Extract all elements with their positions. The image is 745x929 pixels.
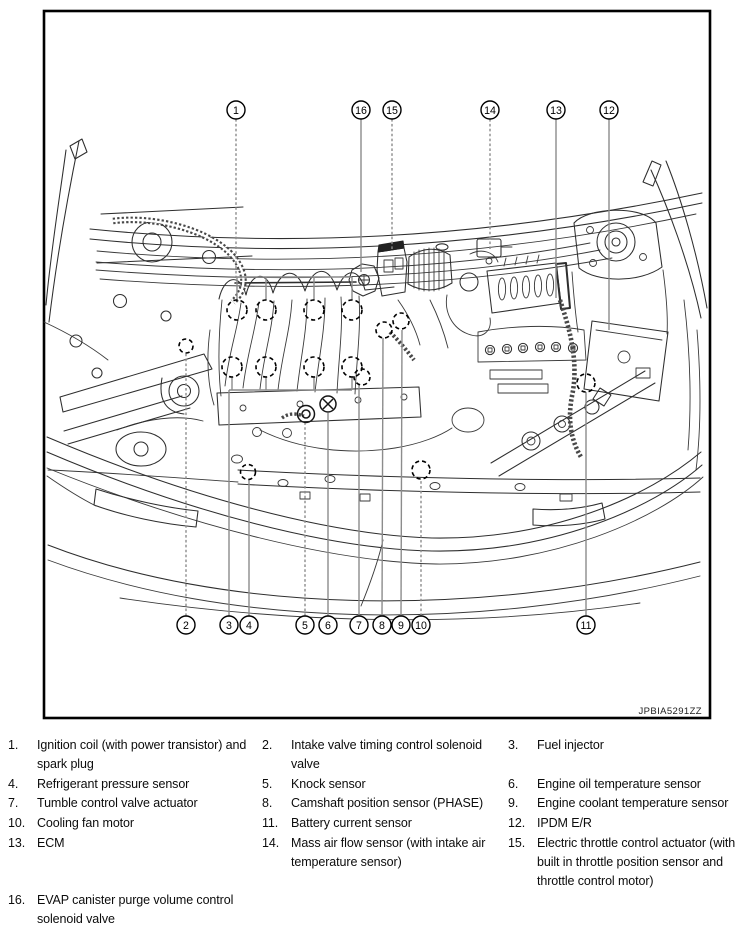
legend-number: 8. [262, 796, 273, 811]
legend-item-16 [8, 891, 262, 929]
callout-14 [481, 101, 499, 119]
callout-10 [412, 616, 430, 634]
legend-text: Mass air flow sensor (with intake air temperature sensor) [291, 835, 486, 869]
svg-text:16: 16 [355, 104, 367, 117]
svg-text:5: 5 [302, 619, 308, 632]
legend-item-11 [262, 814, 508, 833]
legend-text: ECM [37, 835, 65, 850]
callout-13 [547, 101, 565, 119]
legend-text: IPDM E/R [537, 816, 592, 831]
legend-text: Tumble control valve actuator [37, 796, 198, 811]
legend-text: Refrigerant pressure sensor [37, 776, 190, 791]
callout-12 [600, 101, 618, 119]
legend-text: Engine oil temperature sensor [537, 776, 701, 791]
svg-text:7: 7 [356, 619, 362, 632]
callout-3 [220, 616, 238, 634]
legend-item-8 [262, 794, 508, 813]
legend-text: Intake valve timing control solenoid valve [291, 738, 482, 771]
legend-item-1 [8, 736, 262, 774]
svg-text:8: 8 [379, 619, 385, 632]
legend-text: Cooling fan motor [37, 816, 134, 831]
callout-15 [383, 101, 401, 119]
legend-number: 10. [8, 816, 26, 831]
svg-text:1: 1 [233, 104, 239, 117]
legend-item-15 [508, 834, 745, 890]
svg-text:3: 3 [226, 619, 232, 632]
legend-number: 12. [508, 816, 526, 831]
svg-text:12: 12 [603, 104, 615, 117]
callout-5 [296, 616, 314, 634]
legend-text: Battery current sensor [291, 816, 412, 831]
legend-text: Engine coolant temperature sensor [537, 796, 729, 811]
legend-number: 11. [262, 816, 279, 831]
legend-text: Electric throttle control actuator (with built in throttle position sensor and throttle control motor) [537, 835, 736, 888]
legend-text: Camshaft position sensor (PHASE) [291, 796, 484, 811]
legend-number: 1. [8, 738, 19, 752]
legend-text: Ignition coil (with power transistor) and spark plug [37, 738, 247, 771]
svg-text:4: 4 [246, 619, 252, 632]
callout-2 [177, 616, 195, 634]
legend-number: 16. [8, 893, 26, 908]
callout-8 [373, 616, 391, 634]
legend-item-2 [262, 736, 508, 774]
legend-number: 4. [8, 776, 19, 791]
legend-text: EVAP canister purge volume control solenoid valve [37, 893, 234, 927]
svg-text:13: 13 [550, 104, 562, 117]
legend-number: 13. [8, 835, 26, 850]
svg-text:15: 15 [386, 104, 398, 117]
svg-text:9: 9 [398, 619, 404, 632]
figure-code: JPBIA5291ZZ [638, 706, 702, 717]
legend-item-12 [508, 814, 745, 833]
svg-text:11: 11 [580, 619, 592, 632]
legend-item-10 [8, 814, 262, 833]
svg-text:14: 14 [484, 104, 496, 117]
legend-item-7 [8, 794, 262, 813]
legend-number: 3. [508, 738, 519, 752]
legend-item-4 [8, 775, 262, 794]
legend-number: 2. [262, 738, 273, 752]
legend-item-13 [8, 834, 262, 890]
callout-9 [392, 616, 410, 634]
legend-number: 6. [508, 776, 519, 791]
legend-item-3 [508, 736, 745, 774]
legend-number: 9. [508, 796, 519, 811]
svg-text:2: 2 [183, 619, 189, 632]
callout-16 [352, 101, 370, 119]
legend-item-14 [262, 834, 508, 890]
callout-11 [577, 616, 595, 634]
callout-4 [240, 616, 258, 634]
legend-number: 5. [262, 776, 273, 791]
legend-item-5 [262, 775, 508, 794]
legend [8, 736, 745, 929]
callout-1 [227, 101, 245, 119]
legend-number: 15. [508, 835, 526, 850]
svg-text:10: 10 [415, 619, 427, 632]
legend-text: Fuel injector [537, 738, 604, 752]
callout-7 [350, 616, 368, 634]
legend-item-9 [508, 794, 745, 813]
legend-item-6 [508, 775, 745, 794]
legend-text: Knock sensor [291, 776, 366, 791]
callout-6 [319, 616, 337, 634]
legend-number: 7. [8, 796, 19, 811]
legend-number: 14. [262, 835, 280, 850]
svg-text:6: 6 [325, 619, 331, 632]
